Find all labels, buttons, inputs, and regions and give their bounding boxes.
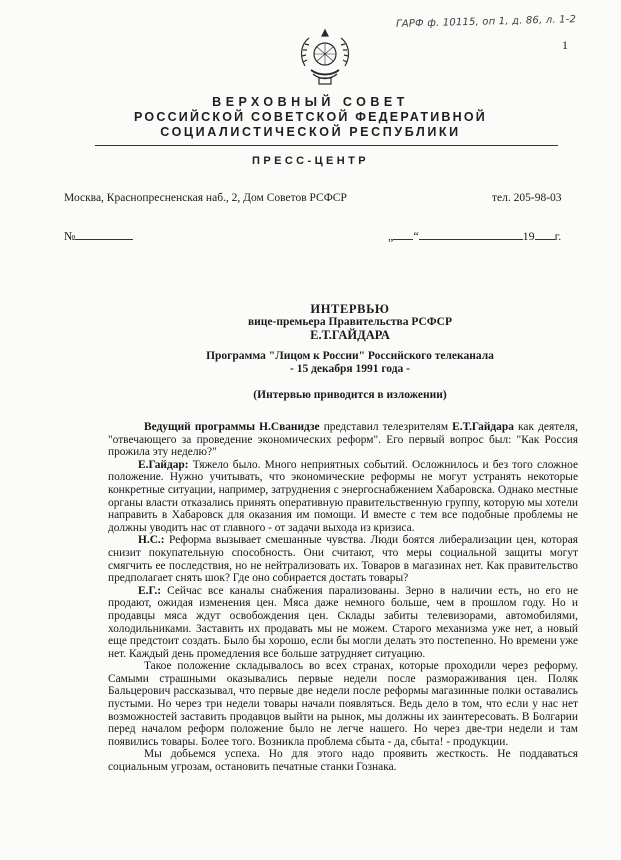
paragraph-5: Такое положение складывалось во всех странах, которые проходили через реформу. Самыми страшными оказывались первые недели после размораживания цен. Поляк Бальцерович рассказывал, что первые две недели после реформы магазинные полки оставались пустыми. Но через три недели товары начали появляться. Ведь дело в том, что если у нас нет возможностей заставить продавцов выйти на рынок, мы должны их заинтересовать. В Болгарии перед началом реформ положение было не легче нашего. Но через две-три недели и там появились товары. Более того. Возникла проблема сбыта - да, сбыта! - продукции. [108, 660, 578, 748]
document-number-line [64, 229, 133, 244]
address: Москва, Краснопресненская наб., 2, Дом Советов РСФСР [64, 192, 347, 204]
program-date: - 15 декабря 1991 года - [290, 363, 410, 375]
paragraph-text: как деятеля, "отвечающего за проведение экономических реформ". Его первый вопрос был: "Как Россия прожила эту неделю?" [108, 421, 578, 459]
number-label: № [64, 229, 76, 243]
year-suffix: г. [554, 229, 562, 243]
doc-kind: ИНТЕРВЬЮ [310, 302, 390, 316]
doc-who: вице-премьера Правительства РСФСР [247, 316, 453, 328]
paragraph-2 [108, 459, 578, 535]
year-blank [535, 229, 555, 240]
interview-body [108, 421, 578, 774]
state-emblem-icon [293, 26, 357, 88]
page-number: 1 [562, 38, 568, 52]
archive-handwritten-note: ГАРФ ф. 10115, оп 1, д. 86, л. 1-2 [395, 14, 577, 30]
phone: тел. 205-98-03 [492, 192, 562, 204]
paragraph-6: Мы добьемся успеха. Но для этого надо проявить жесткость. Не поддаваться социальным угрозам, остановить печатные станки Гознака. [108, 748, 578, 774]
paragraph-text: Тяжело было. Много неприятных событий. Осложнилось и без того сложное положение. Нужно учитывать, что экономические реформы не могут устранять некоторые конкретные ситуации, например, затруднения с энергоснабжением Хабаровска. Однако местные органы власти отказались принять оперативную правительственную группу, которую мы хотели направить в Хабаровск для оказания им помощи. И вместе с тем все подобные проблемы не должны уводить нас от главного - от задачи выхода из кризиса. [108, 458, 578, 534]
date-close-quote: “ [413, 229, 419, 243]
speaker-label: Е.Г.: [138, 584, 162, 597]
summary-note: (Интервью приводится в изложении) [253, 389, 447, 401]
number-blank [75, 229, 133, 240]
speaker-label: Н.С.: [138, 534, 165, 547]
paragraph-text: Сейчас все каналы снабжения парализованы. Зерно в наличии есть, но его не продают, ожидая изменения цен. Мяса даже немного больше, чем в прошлом году. Но и продавцы мяса ждут освобождения цен. Склады забиты телевизорами, автомобилями, холодильниками. Заставить их продавать мы не можем. Старого механизма уже нет, а новый еще предстоит создать. Было бы хорошо, если бы могли делать это постепенно. Но времени уже нет. Каждый день промедления все больше затрудняет ситуацию. [108, 584, 578, 660]
month-blank [419, 229, 523, 240]
header-line-2: РОССИЙСКОЙ СОВЕТСКОЙ ФЕДЕРАТИВНОЙ [134, 110, 487, 124]
year-prefix: 19 [522, 229, 535, 243]
date-open-quote: „ [388, 229, 394, 243]
doc-name: Е.Т.ГАЙДАРА [310, 328, 390, 342]
paragraph-3 [108, 534, 578, 584]
speaker-label: Е.Гайдар: [138, 458, 189, 471]
header-divider [95, 145, 558, 146]
paragraph-text: Реформа вызывает смешанные чувства. Люди боятся либерализации цен, которая снизит покупательную способность. Они считают, что меры социальной защиты могут смягчить ее последствия, но не нейтрализовать их. Товаров в магазинах нет. Как правительство предполагает снять шок? Где оно собирается достать товары? [108, 534, 578, 585]
program-title: Программа "Лицом к России" Российского телеканала [206, 350, 494, 362]
press-center-label: ПРЕСС-ЦЕНТР [252, 155, 369, 167]
header-line-1: ВЕРХОВНЫЙ СОВЕТ [212, 95, 409, 109]
header-line-3: СОЦИАЛИСТИЧЕСКОЙ РЕСПУБЛИКИ [160, 125, 461, 139]
paragraph-1 [108, 421, 578, 459]
day-blank [393, 229, 413, 240]
speaker-host: Ведущий программы Н.Сванидзе [144, 421, 320, 433]
paragraph-text: представил телезрителям [319, 421, 453, 433]
document-date-line [388, 229, 561, 244]
speaker-name: Е.Т.Гайдара [452, 421, 514, 433]
paragraph-4 [108, 585, 578, 661]
